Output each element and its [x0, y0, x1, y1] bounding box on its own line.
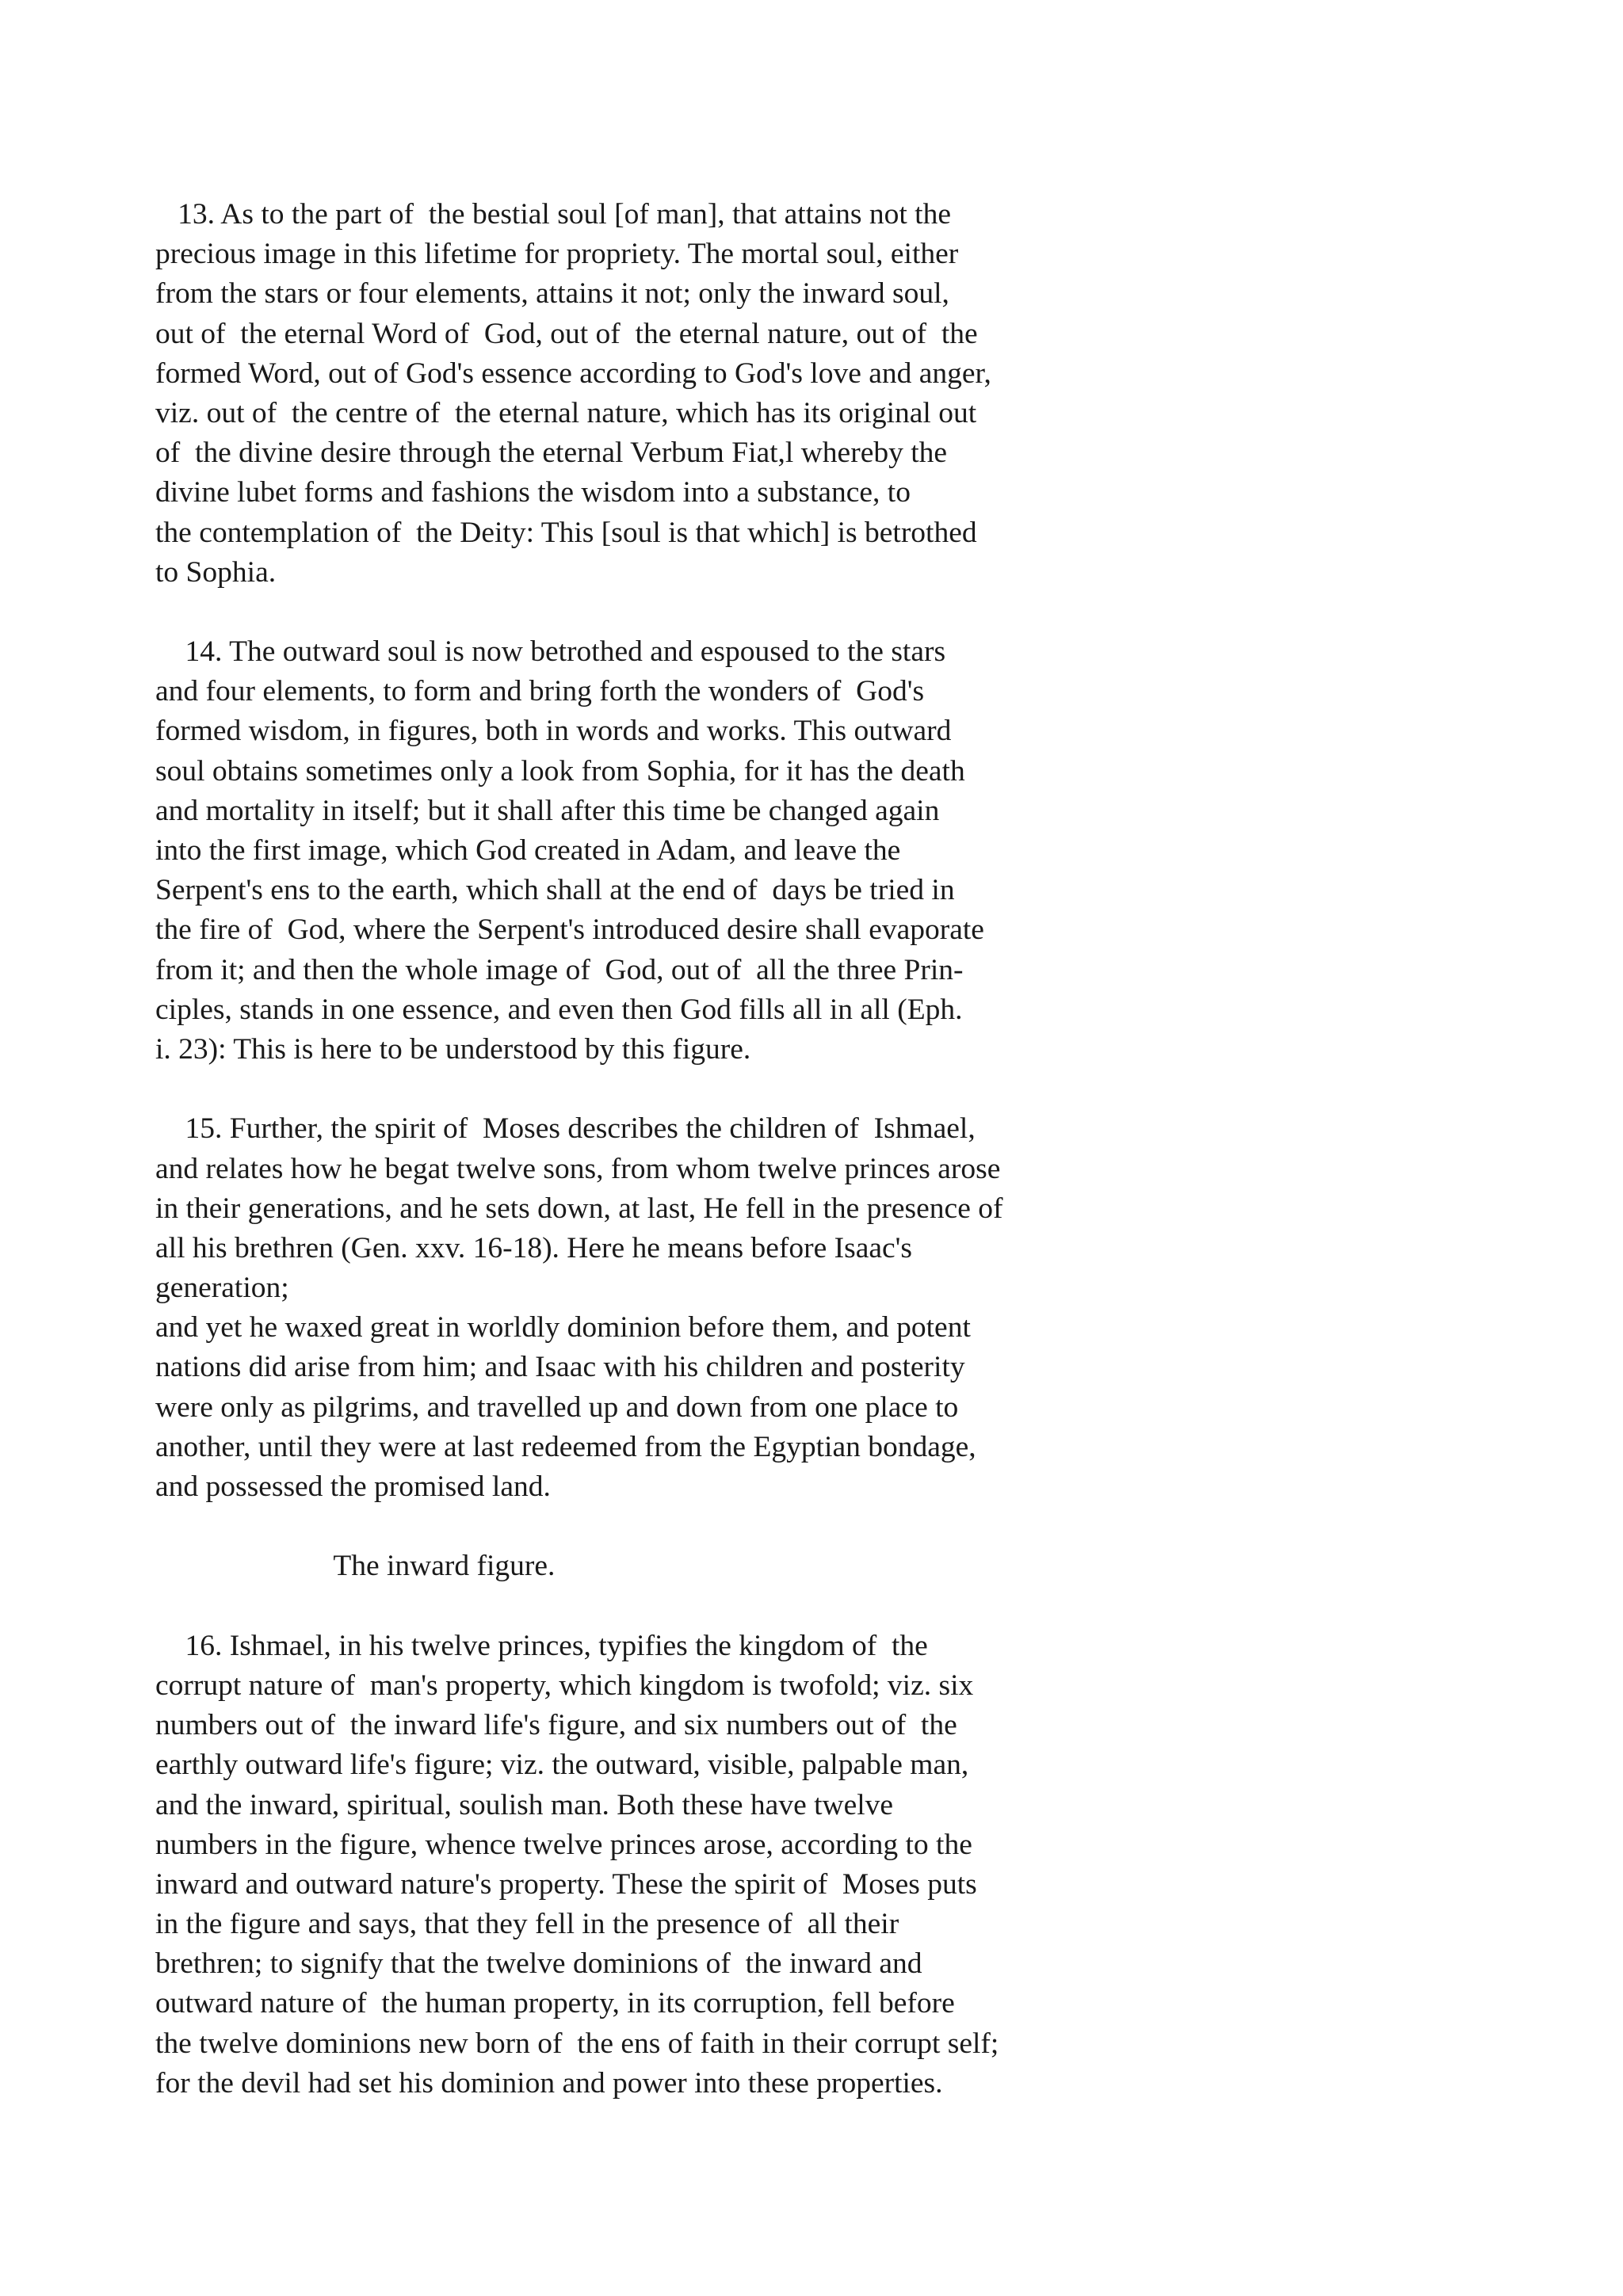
- paragraph-15: [155, 1109, 1281, 1507]
- document-body: [155, 195, 1281, 2103]
- text-line: into the first image, which God created in Adam, and leave the: [155, 834, 901, 867]
- text-line: ciples, stands in one essence, and even then God fills all in all (Eph.: [155, 993, 963, 1026]
- text-line: inward and outward nature's property. These the spirit of Moses puts: [155, 1867, 977, 1901]
- text-line: and relates how he begat twelve sons, from whom twelve princes arose: [155, 1152, 1001, 1185]
- text-line: generation;: [155, 1272, 289, 1305]
- paragraph-16: [155, 1627, 1281, 2103]
- text-line: and mortality in itself; but it shall after this time be changed again: [155, 794, 940, 827]
- text-line: the fire of God, where the Serpent's introduced desire shall evaporate: [155, 913, 984, 947]
- paragraph-gap: [155, 593, 1281, 632]
- paragraph-gap: [155, 1070, 1281, 1109]
- paragraph-14: [155, 632, 1281, 1070]
- text-line: another, until they were at last redeemed from the Egyptian bondage,: [155, 1430, 976, 1463]
- text-line: earthly outward life's figure; viz. the outward, visible, palpable man,: [155, 1749, 969, 1782]
- text-line: 16. Ishmael, in his twelve princes, typifies the kingdom of the: [155, 1629, 928, 1662]
- text-line: the twelve dominions new born of the ens of faith in their corrupt self;: [155, 2027, 999, 2060]
- text-line: in the figure and says, that they fell in the presence of all their: [155, 1908, 899, 1941]
- text-line: precious image in this lifetime for propriety. The mortal soul, either: [155, 238, 959, 271]
- text-line: and possessed the promised land.: [155, 1470, 551, 1503]
- text-line: out of the eternal Word of God, out of the eternal nature, out of the: [155, 317, 978, 350]
- text-line: were only as pilgrims, and travelled up and down from one place to: [155, 1390, 959, 1424]
- section-heading-text: The inward figure.: [155, 1550, 556, 1583]
- text-line: and four elements, to form and bring forth the wonders of God's: [155, 675, 925, 708]
- text-line: 13. As to the part of the bestial soul [of man], that attains not the: [155, 198, 951, 231]
- text-line: the contemplation of the Deity: This [soul is that which] is betrothed: [155, 516, 977, 549]
- text-line: viz. out of the centre of the eternal nature, which has its original out: [155, 396, 977, 429]
- text-line: numbers in the figure, whence twelve princes arose, according to the: [155, 1828, 972, 1861]
- text-line: of the divine desire through the eternal Verbum Fiat,l whereby the: [155, 437, 948, 470]
- paragraph-gap: [155, 1587, 1281, 1627]
- text-line: and the inward, spiritual, soulish man. Both these have twelve: [155, 1788, 894, 1821]
- text-line: outward nature of the human property, in its corruption, fell before: [155, 1987, 955, 2020]
- text-line: to Sophia.: [155, 555, 277, 589]
- text-line: formed Word, out of God's essence according to God's love and anger,: [155, 357, 991, 390]
- text-line: i. 23): This is here to be understood by this figure.: [155, 1032, 751, 1066]
- section-heading: [155, 1547, 1281, 1586]
- text-line: nations did arise from him; and Isaac with his children and posterity: [155, 1351, 965, 1384]
- text-line: for the devil had set his dominion and power into these properties.: [155, 2066, 943, 2100]
- text-line: 14. The outward soul is now betrothed and espoused to the stars: [155, 635, 946, 669]
- text-line: divine lubet forms and fashions the wisdom into a substance, to: [155, 476, 911, 509]
- text-line: from it; and then the whole image of God, out of all the three Prin-: [155, 953, 964, 986]
- text-line: numbers out of the inward life's figure, and six numbers out of the: [155, 1709, 957, 1742]
- text-line: formed wisdom, in figures, both in words and works. This outward: [155, 715, 952, 748]
- paragraph-13: [155, 195, 1281, 593]
- text-line: in their generations, and he sets down, at last, He fell in the presence of: [155, 1192, 1003, 1225]
- text-line: from the stars or four elements, attains it not; only the inward soul,: [155, 277, 949, 311]
- text-line: brethren; to signify that the twelve dominions of the inward and: [155, 1947, 922, 1981]
- text-line: soul obtains sometimes only a look from Sophia, for it has the death: [155, 754, 965, 788]
- text-line: and yet he waxed great in worldly dominion before them, and potent: [155, 1311, 971, 1344]
- paragraph-gap: [155, 1507, 1281, 1547]
- text-line: 15. Further, the spirit of Moses describes the children of Ishmael,: [155, 1112, 976, 1146]
- text-line: corrupt nature of man's property, which kingdom is twofold; viz. six: [155, 1669, 974, 1702]
- text-line: all his brethren (Gen. xxv. 16-18). Here he means before Isaac's: [155, 1231, 912, 1264]
- text-line: Serpent's ens to the earth, which shall at the end of days be tried in: [155, 874, 955, 907]
